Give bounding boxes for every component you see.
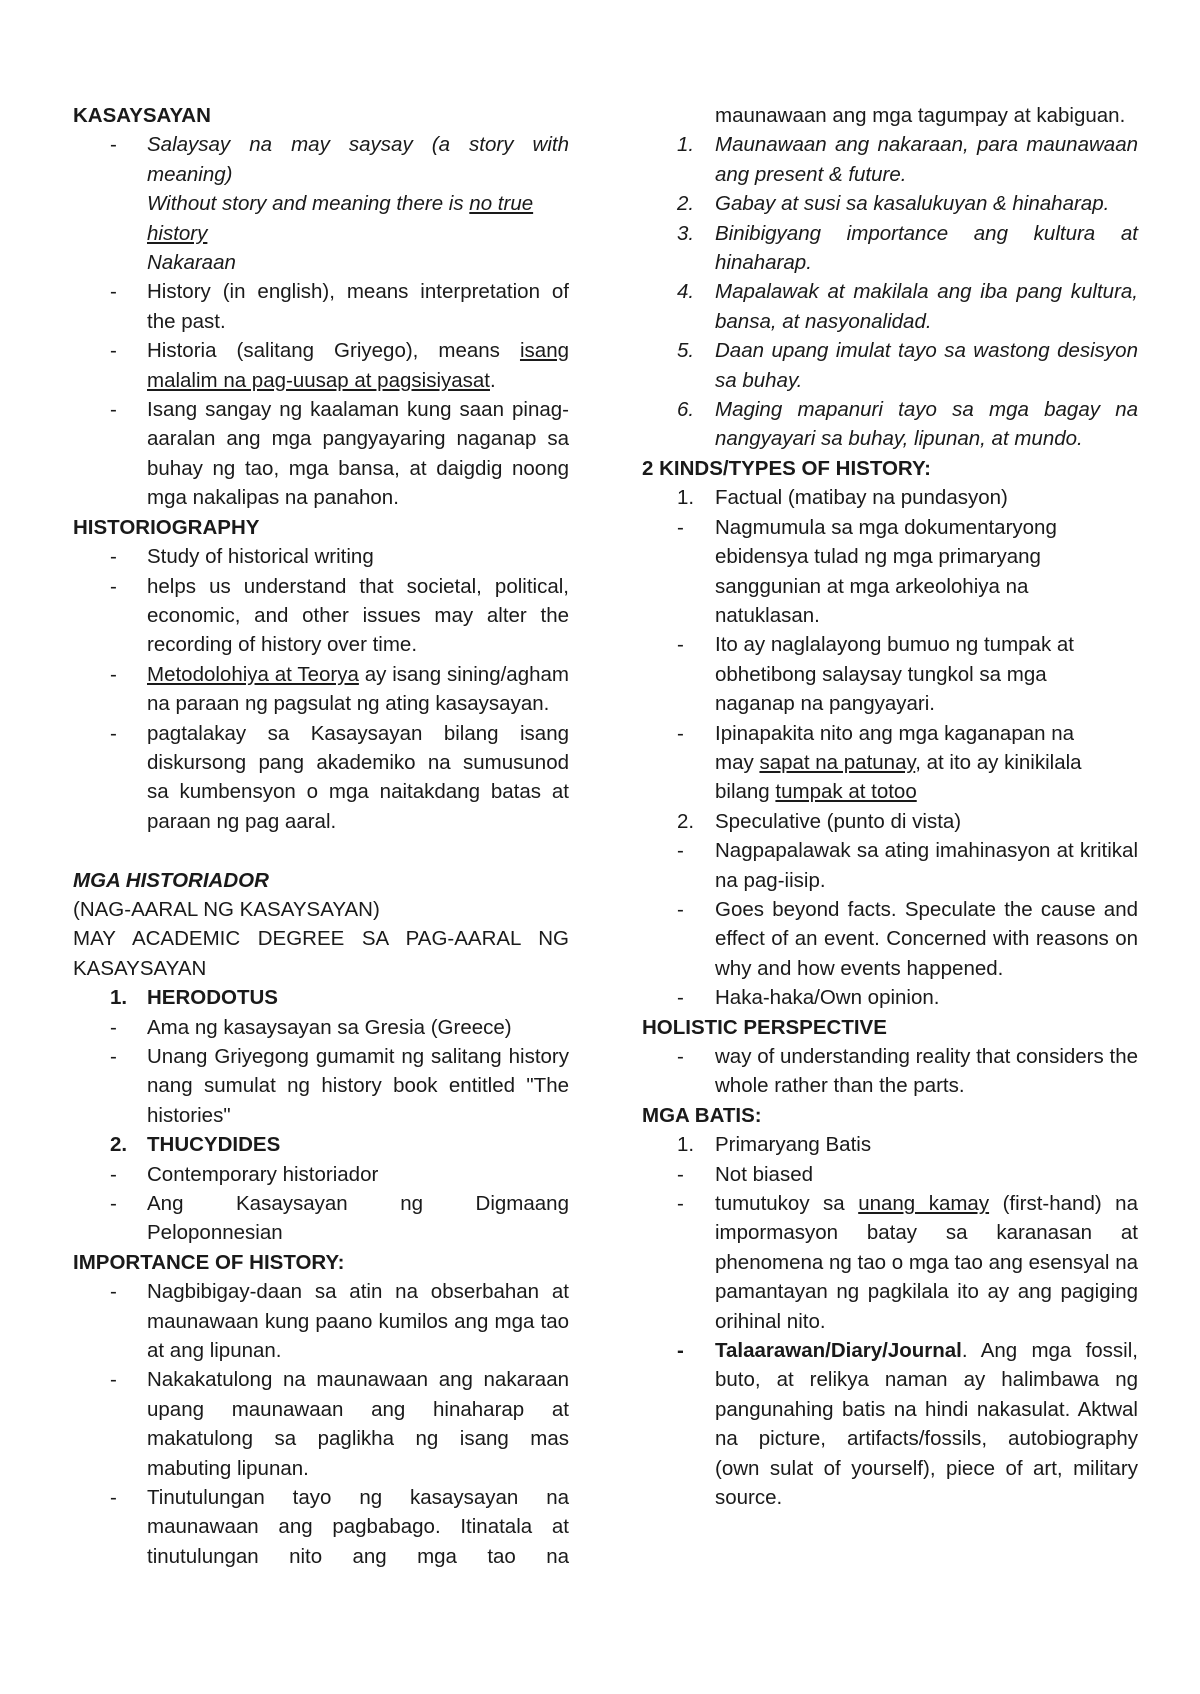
list-item bbox=[73, 336, 569, 395]
dash-marker: - bbox=[110, 339, 117, 363]
dash-marker: - bbox=[677, 515, 684, 539]
thucydides: THUCYDIDES bbox=[147, 1133, 281, 1157]
numbered-item-text: Maging mapanuri tayo sa mga bagay na nangyayari sa buhay, lipunan, at mundo. bbox=[715, 398, 1138, 451]
number-marker: 1. bbox=[677, 486, 695, 510]
history-english-definition: History (in english), means interpretation of the past. bbox=[147, 280, 569, 333]
list-item bbox=[73, 277, 569, 336]
dash-marker: - bbox=[677, 839, 684, 863]
number-marker: 2. bbox=[110, 1133, 128, 1157]
dash-marker: - bbox=[677, 1192, 684, 1216]
number-marker: 3. bbox=[677, 221, 695, 245]
dash-marker: - bbox=[110, 1280, 117, 1304]
list-item: - Metodolohiya at Teorya ay isang sining/agham na paraan ng pagsulat ng ating kasaysayan. bbox=[73, 660, 569, 719]
kasaysayan-heading: KASAYSAYAN bbox=[73, 104, 211, 127]
list-item: - Talaarawan/Diary/Journal. Ang mga fossil, buto, at relikya naman ay halimbawa ng pangunahing batis na hindi nakasulat. Aktwal na picture, artifacts/fossils, autobiography (own sulat of yourself), piece of art, military source. bbox=[642, 1336, 1138, 1512]
numbered-item-text: Maunawaan ang nakaraan, para maunawaan ang present & future. bbox=[715, 133, 1138, 186]
list-item bbox=[73, 1130, 569, 1159]
dash-marker: - bbox=[677, 986, 684, 1010]
historiador-subtitle: (NAG-AARAL NG KASAYSAYAN) bbox=[73, 897, 380, 921]
number-marker: 4. bbox=[677, 280, 695, 304]
list-item: - way of understanding reality that considers the whole rather than the parts. bbox=[642, 1042, 1138, 1101]
dash-marker: - bbox=[110, 133, 117, 157]
numbered-item-text: Mapalawak at makilala ang iba pang kultura, bansa, at nasyonalidad. bbox=[715, 280, 1138, 333]
number-marker: 1. bbox=[677, 133, 695, 157]
left-column bbox=[73, 101, 569, 1571]
list-item: 1. Primaryang Batis bbox=[642, 1130, 1138, 1159]
list-item: - tumutukoy sa unang kamay (first-hand) na impormasyon batay sa karanasan at phenomena ng tao o mga tao ang esensyal na pamantayan ng pagkilala ito ay ang pagiging orihinal nito. bbox=[642, 1189, 1138, 1336]
historiography-heading: HISTORIOGRAPHY bbox=[73, 515, 260, 539]
historiador-degree: MAY ACADEMIC DEGREE SA PAG-AARAL NG KASAYSAYAN bbox=[73, 927, 569, 980]
herodotus: HERODOTUS bbox=[147, 986, 278, 1010]
importance-heading: IMPORTANCE OF HISTORY: bbox=[73, 1250, 345, 1274]
list-item: - Ito ay naglalayong bumuo ng tumpak at obhetibong salaysay tungkol sa mga naganap na pangyayari. bbox=[642, 630, 1138, 718]
right-column bbox=[642, 101, 1138, 1513]
dash-marker: - bbox=[110, 1015, 117, 1039]
list-item bbox=[73, 130, 569, 277]
dash-marker: - bbox=[110, 398, 117, 422]
dash-marker: - bbox=[110, 1192, 117, 1216]
numbered-item bbox=[642, 130, 1138, 189]
list-item: - Ipinapakita nito ang mga kaganapan na may sapat na patunay, at ito ay kinikilala bilang tumpak at totoo bbox=[642, 719, 1138, 807]
list-item: - Haka-haka/Own opinion. bbox=[642, 983, 1138, 1012]
list-item bbox=[73, 983, 569, 1012]
dash-marker: - bbox=[677, 897, 684, 921]
list-item: - Goes beyond facts. Speculate the cause and effect of an event. Concerned with reasons on why and how events happened. bbox=[642, 895, 1138, 983]
dash-marker: - bbox=[110, 662, 117, 686]
numbered-item bbox=[642, 395, 1138, 454]
historiador-heading: MGA HISTORIADOR bbox=[73, 868, 269, 892]
numbered-item bbox=[642, 336, 1138, 395]
list-item: - Unang Griyegong gumamit ng salitang history nang sumulat ng history book entitled "The histories" bbox=[73, 1042, 569, 1130]
number-marker: 1. bbox=[677, 1133, 695, 1157]
dash-marker: - bbox=[110, 1486, 117, 1510]
list-item: - Contemporary historiador bbox=[73, 1160, 569, 1189]
list-item: - Nagpapalawak sa ating imahinasyon at kritikal na pag-iisip. bbox=[642, 836, 1138, 895]
batis-heading: MGA BATIS: bbox=[642, 1103, 762, 1127]
list-item: - Ang Kasaysayan ng Digmaang Peloponnesian bbox=[73, 1189, 569, 1248]
dash-marker: - bbox=[677, 1339, 684, 1363]
number-marker: 2. bbox=[677, 809, 695, 833]
importance-numbered-list bbox=[642, 130, 1138, 453]
numbered-item bbox=[642, 219, 1138, 278]
number-marker: 1. bbox=[110, 986, 128, 1010]
dash-marker: - bbox=[677, 1162, 684, 1186]
numbered-item bbox=[642, 189, 1138, 218]
dash-marker: - bbox=[110, 280, 117, 304]
kasaysayan-nakaraan: Nakaraan bbox=[147, 251, 236, 275]
list-item: - Nagmumula sa mga dokumentaryong ebidensya tulad ng mga primaryang sanggunian at mga arkeolohiya na natuklasan. bbox=[642, 513, 1138, 631]
number-marker: 2. bbox=[677, 192, 695, 216]
list-item: - Nagbibigay-daan sa atin na obserbahan at maunawaan kung paano kumilos ang mga tao at ang lipunan. bbox=[73, 1277, 569, 1365]
list-item bbox=[73, 395, 569, 513]
dash-marker: - bbox=[110, 545, 117, 569]
list-item: - helps us understand that societal, political, economic, and other issues may alter the recording of history over time. bbox=[73, 572, 569, 660]
numbered-item-text: Gabay at susi sa kasalukuyan & hinaharap. bbox=[715, 192, 1110, 216]
dash-marker: - bbox=[677, 721, 684, 745]
numbered-item bbox=[642, 277, 1138, 336]
dash-marker: - bbox=[677, 1045, 684, 1068]
dash-marker: - bbox=[677, 633, 684, 657]
numbered-item-text: Daan upang imulat tayo sa wastong desisyon sa buhay. bbox=[715, 339, 1138, 392]
list-item: 2. Speculative (punto di vista) bbox=[642, 807, 1138, 836]
list-item: - Study of historical writing bbox=[73, 542, 569, 571]
list-item: - Tinutulungan tayo ng kasaysayan na maunawaan ang pagbabago. Itinatala at tinutulungan nito ang mga tao na bbox=[73, 1483, 569, 1571]
dash-marker: - bbox=[110, 1162, 117, 1186]
list-item: - Nakakatulong na maunawaan ang nakaraan upang maunawaan ang hinaharap at makatulong sa paglikha ng isang mas mabuting lipunan. bbox=[73, 1365, 569, 1483]
dash-marker: - bbox=[110, 574, 117, 598]
importance-continuation: maunawaan ang mga tagumpay at kabiguan. bbox=[715, 104, 1126, 127]
dash-marker: - bbox=[110, 1044, 117, 1068]
number-marker: 5. bbox=[677, 339, 695, 363]
sangay-definition: Isang sangay ng kaalaman kung saan pinag-aaralan ang mga pangyayaring naganap sa buhay ng tao, mga bansa, at daigdig noong mga nakalipas na panahon. bbox=[147, 398, 569, 510]
kasaysayan-no-true-history: Without story and meaning there is no true history bbox=[147, 192, 534, 245]
list-item: - Ama ng kasaysayan sa Gresia (Greece) bbox=[73, 1013, 569, 1042]
numbered-item-text: Binibigyang importance ang kultura at hinaharap. bbox=[715, 221, 1138, 275]
number-marker: 6. bbox=[677, 398, 695, 422]
holistic-heading: HOLISTIC PERSPECTIVE bbox=[642, 1015, 887, 1039]
list-item: - Not biased bbox=[642, 1160, 1138, 1189]
dash-marker: - bbox=[110, 1368, 117, 1392]
kasaysayan-definition: Salaysay na may saysay (a story with meaning) bbox=[147, 133, 569, 186]
kinds-heading: 2 KINDS/TYPES OF HISTORY: bbox=[642, 456, 931, 480]
dash-marker: - bbox=[110, 721, 117, 745]
list-item: - pagtalakay sa Kasaysayan bilang isang diskursong pang akademiko na sumusunod sa kumbensyon o mga naitakdang batas at paraan ng pag aaral. bbox=[73, 719, 569, 837]
list-item: 1. Factual (matibay na pundasyon) bbox=[642, 483, 1138, 512]
historia-definition: Historia (salitang Griyego), means isang malalim na pag-uusap at pagsisiyasat. bbox=[147, 339, 569, 392]
